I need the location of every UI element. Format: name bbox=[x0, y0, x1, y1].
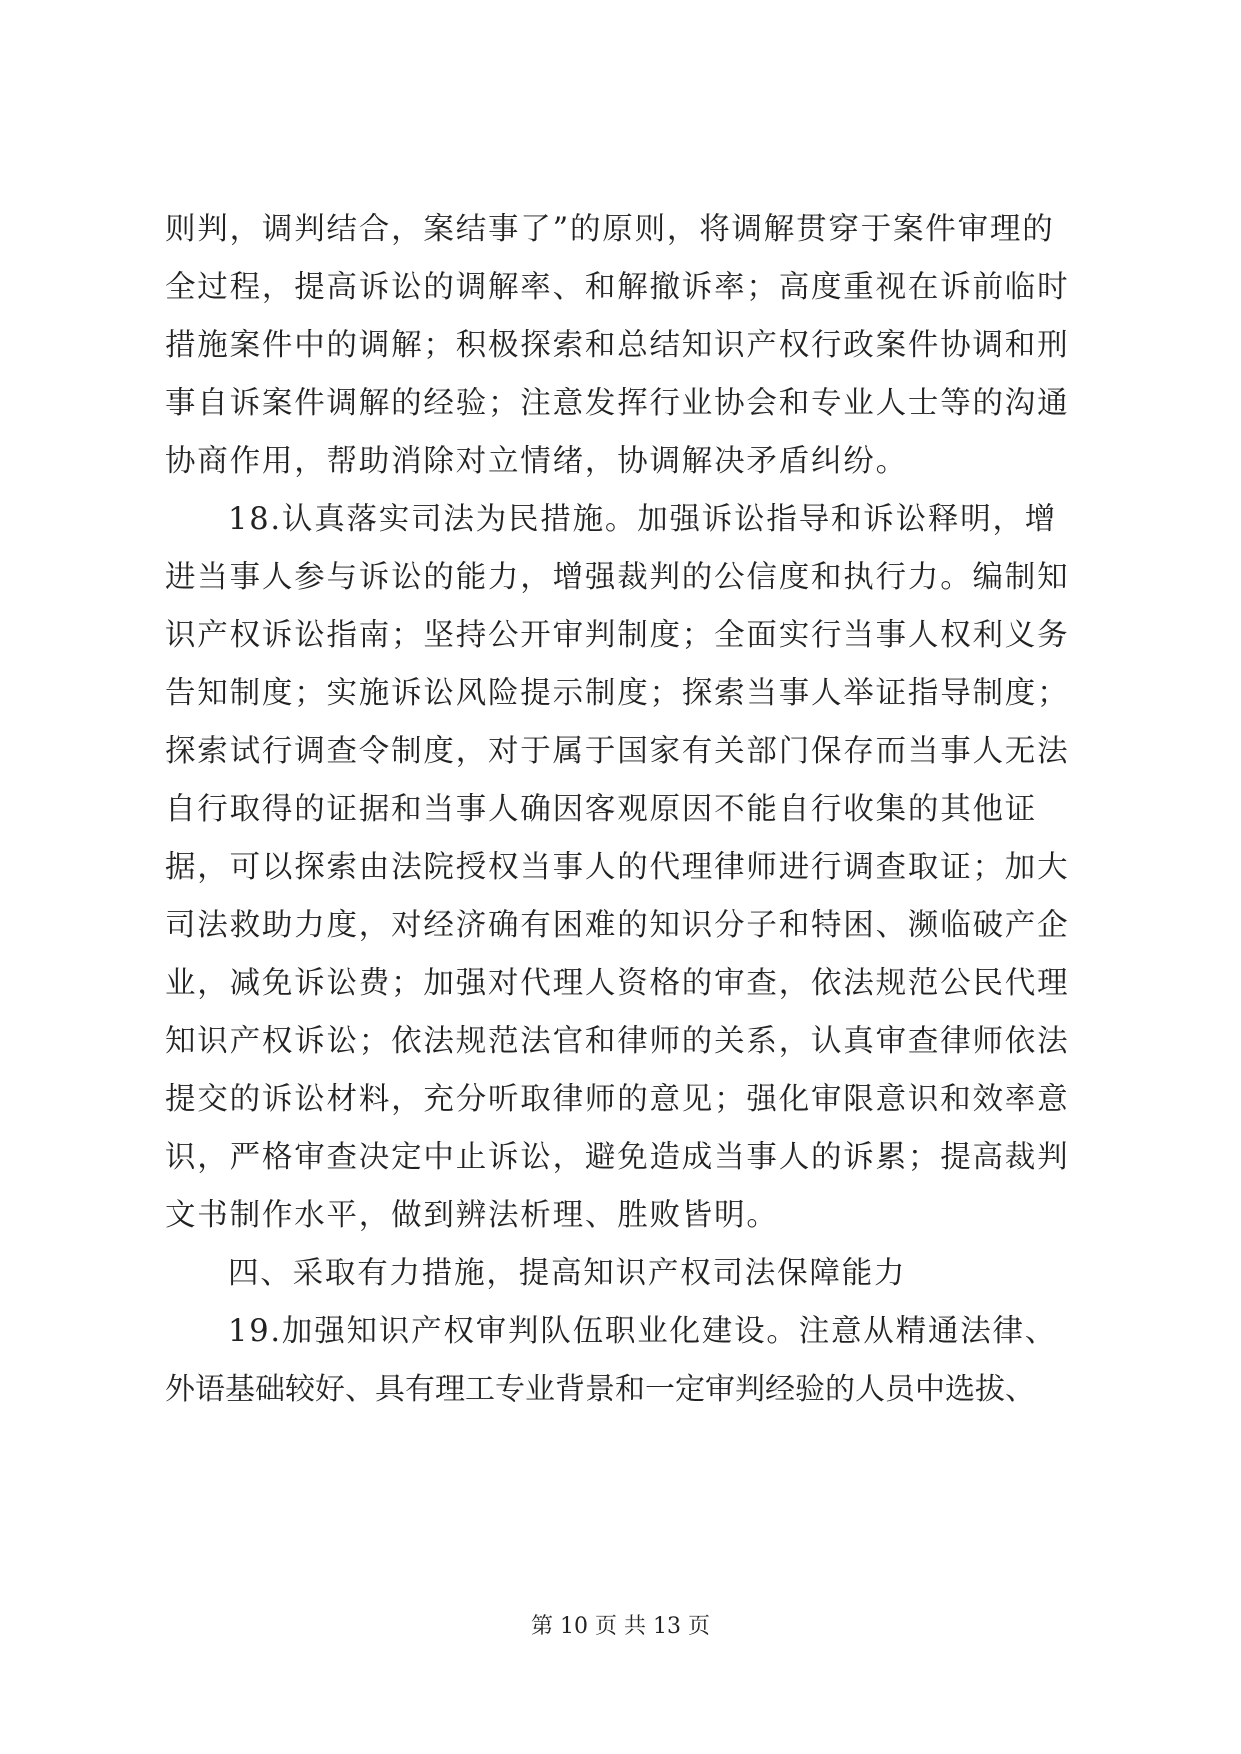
text-line: 司法救助力度，对经济确有困难的知识分子和特困、濒临破产企 bbox=[165, 908, 1070, 943]
text-line: 自行取得的证据和当事人确因客观原因不能自行收集的其他证 bbox=[165, 792, 1038, 827]
section-heading: 四、采取有力措施，提高知识产权司法保障能力 bbox=[228, 1256, 907, 1291]
text-line: 措施案件中的调解；积极探索和总结知识产权行政案件协调和刑 bbox=[165, 328, 1070, 363]
text-line: 文书制作水平，做到辨法析理、胜败皆明。 bbox=[165, 1198, 779, 1233]
text-line: 进当事人参与诉讼的能力，增强裁判的公信度和执行力。编制知 bbox=[165, 560, 1070, 595]
text-line: 则判，调判结合，案结事了”的原则，将调解贯穿于案件审理的 bbox=[165, 212, 1055, 247]
text-line: 全过程，提高诉讼的调解率、和解撤诉率；高度重视在诉前临时 bbox=[165, 270, 1070, 305]
text-line: 协商作用，帮助消除对立情绪，协调解决矛盾纠纷。 bbox=[165, 444, 908, 479]
text-line: 事自诉案件调解的经验；注意发挥行业协会和专业人士等的沟通 bbox=[165, 386, 1070, 421]
text-line: 探索试行调查令制度，对于属于国家有关部门保存而当事人无法 bbox=[165, 734, 1070, 769]
text-line: 识产权诉讼指南；坚持公开审判制度；全面实行当事人权利义务 bbox=[165, 618, 1070, 653]
text-line: 识，严格审查决定中止诉讼，避免造成当事人的诉累；提高裁判 bbox=[165, 1140, 1070, 1175]
paragraph-start-line: 18.认真落实司法为民措施。加强诉讼指导和诉讼释明，增 bbox=[228, 502, 1058, 537]
text-line: 提交的诉讼材料，充分听取律师的意见；强化审限意识和效率意 bbox=[165, 1082, 1070, 1117]
page-footer: 第 10 页 共 13 页 bbox=[531, 1614, 710, 1639]
text-line: 据，可以探索由法院授权当事人的代理律师进行调查取证；加大 bbox=[165, 850, 1070, 885]
text-line: 知识产权诉讼；依法规范法官和律师的关系，认真审查律师依法 bbox=[165, 1024, 1070, 1059]
paragraph-start-line: 19.加强知识产权审判队伍职业化建设。注意从精通法律、 bbox=[228, 1314, 1058, 1349]
text-line: 业，减免诉讼费；加强对代理人资格的审查，依法规范公民代理 bbox=[165, 966, 1070, 1001]
text-line: 告知制度；实施诉讼风险提示制度；探索当事人举证指导制度； bbox=[165, 676, 1070, 711]
text-line: 外语基础较好、具有理工专业背景和一定审判经验的人员中选拔、 bbox=[165, 1372, 1035, 1407]
